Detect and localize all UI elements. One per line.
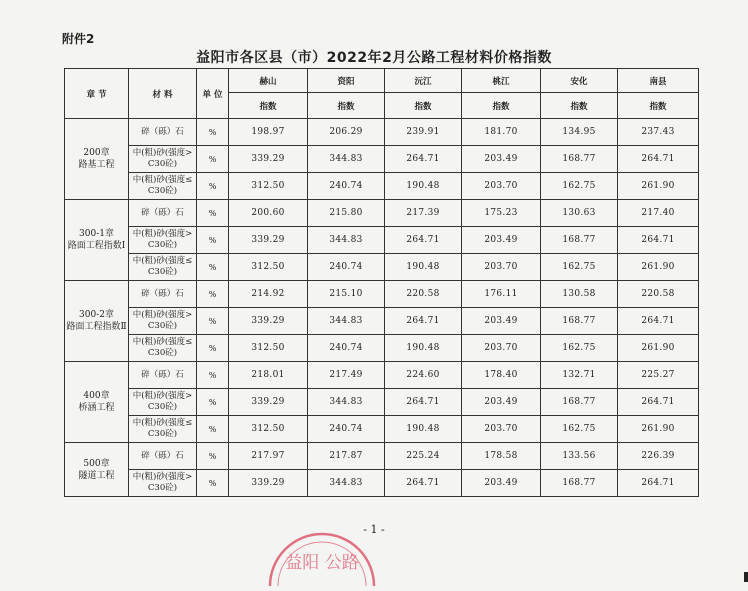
- chapter-line: 路基工程: [78, 160, 115, 170]
- unit-cell: %: [197, 173, 229, 200]
- table-row: [65, 416, 699, 443]
- table-row: [65, 254, 699, 281]
- table-body: [65, 119, 699, 497]
- unit-cell: %: [197, 146, 229, 173]
- index-value-cell: 312.50: [229, 335, 308, 362]
- header-index: 指数: [462, 93, 541, 119]
- index-value-cell: 225.24: [385, 443, 462, 470]
- index-value-cell: 132.71: [541, 362, 618, 389]
- unit-cell: %: [197, 389, 229, 416]
- header-index: 指数: [308, 93, 385, 119]
- index-value-cell: 339.29: [229, 470, 308, 497]
- index-value-cell: 339.29: [229, 227, 308, 254]
- header-region: 桃江: [462, 69, 541, 93]
- index-value-cell: 203.49: [462, 146, 541, 173]
- index-value-cell: 203.49: [462, 227, 541, 254]
- index-value-cell: 339.29: [229, 146, 308, 173]
- index-value-cell: 225.27: [618, 362, 699, 389]
- material-cell: [129, 254, 197, 281]
- index-value-cell: 215.80: [308, 200, 385, 227]
- index-value-cell: 339.29: [229, 308, 308, 335]
- chapter-line: 200章: [83, 148, 110, 158]
- material-line: C30砼): [147, 186, 178, 196]
- unit-cell: %: [197, 254, 229, 281]
- index-value-cell: 130.58: [541, 281, 618, 308]
- official-seal: [262, 528, 382, 588]
- index-value-cell: 217.39: [385, 200, 462, 227]
- chapter-line: 300-1章: [79, 229, 114, 239]
- table-row: [65, 389, 699, 416]
- index-value-cell: 176.11: [462, 281, 541, 308]
- material-line: 中(粗)砂(强度>: [132, 472, 193, 482]
- index-value-cell: 190.48: [385, 416, 462, 443]
- seal-text: 益阳 公路: [285, 553, 359, 573]
- material-cell: [129, 443, 197, 470]
- chapter-line: 500章: [83, 458, 110, 469]
- index-value-cell: 240.74: [308, 254, 385, 281]
- unit-cell: %: [197, 119, 229, 146]
- index-value-cell: 264.71: [618, 227, 699, 254]
- index-value-cell: 203.49: [462, 389, 541, 416]
- index-value-cell: 168.77: [541, 389, 618, 416]
- material-line: 中(粗)砂(强度>: [132, 148, 193, 158]
- header-region: 南县: [618, 69, 699, 93]
- material-cell: [129, 362, 197, 389]
- material-line: C30砼): [147, 240, 178, 250]
- index-value-cell: 190.48: [385, 173, 462, 200]
- index-value-cell: 214.92: [229, 281, 308, 308]
- unit-cell: %: [197, 443, 229, 470]
- material-line: C30砼): [147, 159, 178, 169]
- index-value-cell: 203.49: [462, 308, 541, 335]
- chapter-line: 路面工程指数Ⅱ: [66, 322, 127, 332]
- index-value-cell: 162.75: [541, 254, 618, 281]
- index-value-cell: 240.74: [308, 335, 385, 362]
- price-index-table: [64, 68, 699, 497]
- edge-mark: [744, 572, 748, 582]
- index-value-cell: 264.71: [618, 470, 699, 497]
- index-value-cell: 224.60: [385, 362, 462, 389]
- material-cell: [129, 200, 197, 227]
- chapter-line: 400章: [83, 391, 110, 401]
- index-value-cell: 261.90: [618, 416, 699, 443]
- material-line: C30砼): [147, 483, 178, 493]
- chapter-cell: [65, 443, 129, 497]
- index-value-cell: 168.77: [541, 227, 618, 254]
- material-line: 碎（砾）石: [141, 288, 184, 299]
- index-value-cell: 215.10: [308, 281, 385, 308]
- index-value-cell: 261.90: [618, 335, 699, 362]
- index-value-cell: 162.75: [541, 416, 618, 443]
- material-cell: [129, 308, 197, 335]
- table-row: [65, 335, 699, 362]
- index-value-cell: 264.71: [618, 308, 699, 335]
- material-cell: [129, 173, 197, 200]
- index-value-cell: 133.56: [541, 443, 618, 470]
- header-index: 指数: [385, 93, 462, 119]
- material-line: 中(粗)砂(强度≤: [132, 175, 193, 185]
- material-cell: [129, 389, 197, 416]
- index-value-cell: 203.70: [462, 173, 541, 200]
- index-value-cell: 226.39: [618, 443, 699, 470]
- table-row: [65, 119, 699, 146]
- material-line: C30砼): [147, 267, 178, 277]
- index-value-cell: 181.70: [462, 119, 541, 146]
- index-value-cell: 344.83: [308, 389, 385, 416]
- index-value-cell: 198.97: [229, 119, 308, 146]
- table-row: [65, 227, 699, 254]
- index-value-cell: 217.97: [229, 443, 308, 470]
- index-value-cell: 220.58: [385, 281, 462, 308]
- index-value-cell: 344.83: [308, 227, 385, 254]
- material-line: 碎（砾）石: [141, 450, 184, 461]
- material-line: 中(粗)砂(强度>: [132, 229, 193, 239]
- chapter-line: 300-2章: [79, 310, 114, 320]
- index-value-cell: 239.91: [385, 119, 462, 146]
- table-row: [65, 308, 699, 335]
- chapter-line: 路面工程指数Ⅰ: [67, 241, 126, 251]
- material-cell: [129, 119, 197, 146]
- index-value-cell: 312.50: [229, 416, 308, 443]
- index-value-cell: 220.58: [618, 281, 699, 308]
- material-line: 中(粗)砂(强度≤: [132, 418, 193, 428]
- material-line: 中(粗)砂(强度>: [132, 310, 193, 320]
- header-index: 指数: [618, 93, 699, 119]
- index-value-cell: 190.48: [385, 335, 462, 362]
- header-region: 赫山: [229, 69, 308, 93]
- index-value-cell: 168.77: [541, 470, 618, 497]
- header-material: 材 料: [129, 69, 197, 119]
- index-value-cell: 175.23: [462, 200, 541, 227]
- material-cell: [129, 470, 197, 497]
- index-value-cell: 206.29: [308, 119, 385, 146]
- index-value-cell: 130.63: [541, 200, 618, 227]
- index-value-cell: 264.71: [618, 146, 699, 173]
- chapter-cell: [65, 119, 129, 200]
- index-value-cell: 344.83: [308, 146, 385, 173]
- index-value-cell: 168.77: [541, 146, 618, 173]
- index-value-cell: 240.74: [308, 416, 385, 443]
- index-value-cell: 264.71: [385, 227, 462, 254]
- material-line: 中(粗)砂(强度>: [132, 391, 193, 401]
- table-row: [65, 281, 699, 308]
- table-row: [65, 443, 699, 470]
- index-value-cell: 203.70: [462, 335, 541, 362]
- index-value-cell: 134.95: [541, 119, 618, 146]
- header-index: 指数: [229, 93, 308, 119]
- header-region: 沅江: [385, 69, 462, 93]
- index-value-cell: 264.71: [385, 308, 462, 335]
- chapter-line: 桥涵工程: [78, 403, 115, 413]
- header-index: 指数: [541, 93, 618, 119]
- chapter-cell: [65, 362, 129, 443]
- table-row: [65, 362, 699, 389]
- unit-cell: %: [197, 281, 229, 308]
- index-value-cell: 162.75: [541, 173, 618, 200]
- index-value-cell: 178.58: [462, 443, 541, 470]
- page-number: - 1 -: [363, 523, 385, 536]
- material-line: C30砼): [147, 348, 178, 358]
- material-line: 中(粗)砂(强度≤: [132, 337, 193, 347]
- index-value-cell: 264.71: [385, 146, 462, 173]
- unit-cell: %: [197, 470, 229, 497]
- unit-cell: %: [197, 335, 229, 362]
- index-value-cell: 217.40: [618, 200, 699, 227]
- index-value-cell: 217.49: [308, 362, 385, 389]
- material-line: C30砼): [147, 402, 178, 412]
- index-value-cell: 218.01: [229, 362, 308, 389]
- index-value-cell: 312.50: [229, 254, 308, 281]
- attachment-label: 附件2: [62, 32, 95, 46]
- index-value-cell: 240.74: [308, 173, 385, 200]
- page-title: 益阳市各区县（市）2022年2月公路工程材料价格指数: [196, 50, 552, 66]
- material-line: 中(粗)砂(强度≤: [132, 256, 193, 266]
- index-value-cell: 261.90: [618, 254, 699, 281]
- table-row: [65, 173, 699, 200]
- unit-cell: %: [197, 200, 229, 227]
- header-region: 资阳: [308, 69, 385, 93]
- index-value-cell: 344.83: [308, 470, 385, 497]
- table-row: [65, 146, 699, 173]
- unit-cell: %: [197, 362, 229, 389]
- chapter-cell: [65, 200, 129, 281]
- material-cell: [129, 227, 197, 254]
- material-cell: [129, 146, 197, 173]
- index-value-cell: 217.87: [308, 443, 385, 470]
- index-value-cell: 312.50: [229, 173, 308, 200]
- table-row: [65, 200, 699, 227]
- index-value-cell: 203.49: [462, 470, 541, 497]
- chapter-line: 隧道工程: [78, 470, 115, 481]
- index-value-cell: 203.70: [462, 254, 541, 281]
- index-value-cell: 200.60: [229, 200, 308, 227]
- header-row-regions: [65, 69, 699, 93]
- material-cell: [129, 281, 197, 308]
- index-value-cell: 261.90: [618, 173, 699, 200]
- material-cell: [129, 416, 197, 443]
- material-line: 碎（砾）石: [141, 126, 184, 137]
- material-line: C30砼): [147, 429, 178, 439]
- material-line: 碎（砾）石: [141, 369, 184, 380]
- header-chapter: 章 节: [65, 69, 129, 119]
- unit-cell: %: [197, 308, 229, 335]
- index-value-cell: 190.48: [385, 254, 462, 281]
- header-region: 安化: [541, 69, 618, 93]
- chapter-cell: [65, 281, 129, 362]
- index-value-cell: 237.43: [618, 119, 699, 146]
- index-value-cell: 264.71: [385, 389, 462, 416]
- index-value-cell: 162.75: [541, 335, 618, 362]
- material-line: C30砼): [147, 321, 178, 331]
- index-value-cell: 344.83: [308, 308, 385, 335]
- index-value-cell: 264.71: [385, 470, 462, 497]
- header-unit: 单 位: [197, 69, 229, 119]
- unit-cell: %: [197, 227, 229, 254]
- table-row: [65, 470, 699, 497]
- material-cell: [129, 335, 197, 362]
- material-line: 碎（砾）石: [141, 207, 184, 218]
- index-value-cell: 178.40: [462, 362, 541, 389]
- index-value-cell: 168.77: [541, 308, 618, 335]
- index-value-cell: 264.71: [618, 389, 699, 416]
- unit-cell: %: [197, 416, 229, 443]
- index-value-cell: 203.70: [462, 416, 541, 443]
- index-value-cell: 339.29: [229, 389, 308, 416]
